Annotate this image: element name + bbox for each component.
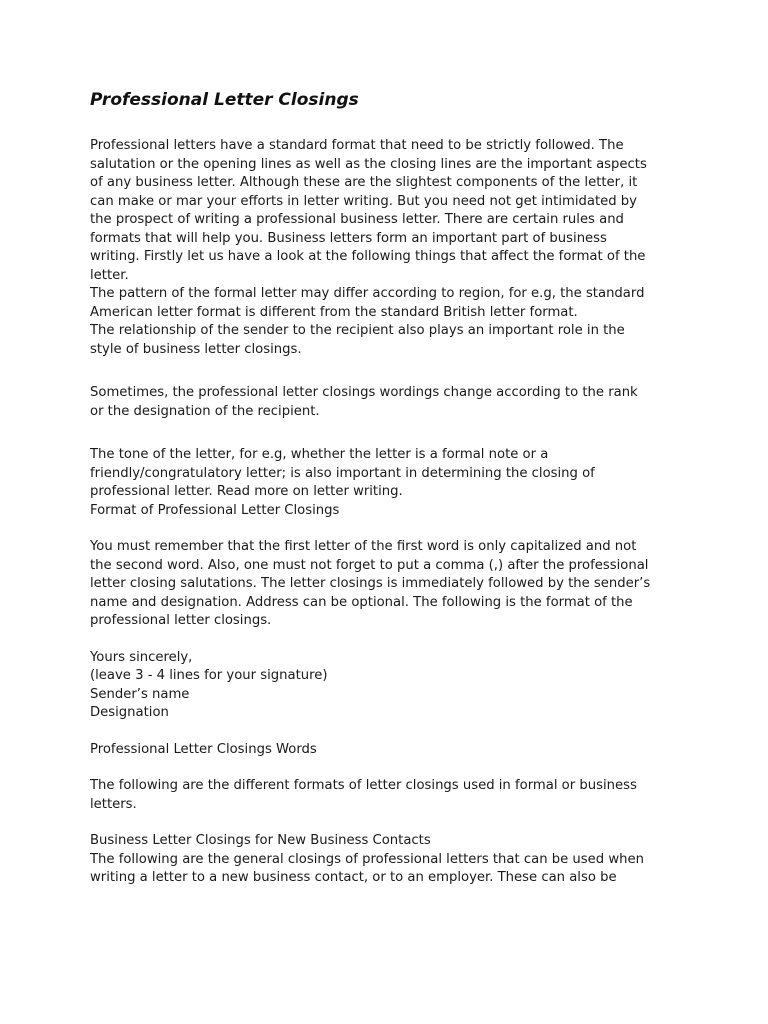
paragraph-formats: [90, 777, 690, 814]
text-line: Yours sincerely,: [90, 649, 193, 665]
text-line: Sometimes, the professional letter closings wordings change according to the rank: [90, 385, 638, 400]
text-line: Designation: [90, 705, 169, 720]
text-line: writing. Firstly let us have a look at the following things that affect the format of the: [90, 249, 646, 264]
text-line: letter.: [90, 267, 129, 283]
section-heading-words: [90, 741, 690, 760]
paragraph-new-contacts: [90, 832, 690, 888]
text-line: (leave 3 - 4 lines for your signature): [90, 668, 328, 683]
text-line: style of business letter closings.: [90, 341, 302, 357]
text-line: writing a letter to a new business contact, or to an employer. These can also be: [90, 870, 617, 885]
text-line: The pattern of the formal letter may differ according to region, for e.g, the standard: [90, 286, 645, 301]
text-line: formats that will help you. Business letters form an important part of business: [90, 230, 607, 246]
text-line: of any business letter. Although these are the slightest components of the letter, it: [90, 175, 638, 190]
text-line: the second word. Also, one must not forget to put a comma (,) after the professional: [90, 557, 649, 573]
paragraph-intro: [90, 137, 690, 359]
text-line: friendly/congratulatory letter; is also important in determining the closing of: [90, 465, 595, 481]
text-line: The relationship of the sender to the recipient also plays an important role in the: [90, 323, 625, 338]
text-line: You must remember that the first letter of the first word is only capitalized and not: [90, 539, 637, 554]
paragraph-rank: [90, 384, 690, 421]
text-line: can make or mar your efforts in letter writing. But you need not get intimidated by: [90, 193, 637, 209]
text-line: Professional Letter Closings Words: [90, 741, 317, 757]
text-line: professional letter closings.: [90, 613, 272, 628]
text-line: The tone of the letter, for e.g, whether the letter is a formal note or a: [90, 447, 549, 462]
paragraph-capitalization: [90, 538, 690, 631]
text-line: The following are the different formats of letter closings used in formal or business: [90, 778, 637, 793]
paragraph-tone: [90, 446, 690, 520]
document-page: [90, 88, 690, 888]
text-line: The following are the general closings of professional letters that can be used when: [90, 851, 644, 867]
text-line: letters.: [90, 796, 137, 812]
text-line: Sender’s name: [90, 686, 190, 702]
text-line: American letter format is different from the standard British letter format.: [90, 304, 578, 320]
text-line: the prospect of writing a professional business letter. There are certain rules and: [90, 212, 624, 227]
text-line: or the designation of the recipient.: [90, 403, 320, 419]
closing-format-example: [90, 649, 690, 723]
text-line: professional letter. Read more on letter writing.: [90, 484, 403, 499]
text-line: Professional letters have a standard format that need to be strictly followed. The: [90, 138, 624, 153]
text-line: Business Letter Closings for New Business Contacts: [90, 833, 431, 848]
text-line: Format of Professional Letter Closings: [90, 502, 340, 518]
text-line: salutation or the opening lines as well as the closing lines are the important aspects: [90, 156, 647, 172]
document-title: Professional Letter Closings: [90, 90, 359, 110]
text-line: letter closing salutations. The letter closings is immediately followed by the sender’s: [90, 576, 651, 591]
text-line: name and designation. Address can be optional. The following is the format of the: [90, 594, 633, 610]
